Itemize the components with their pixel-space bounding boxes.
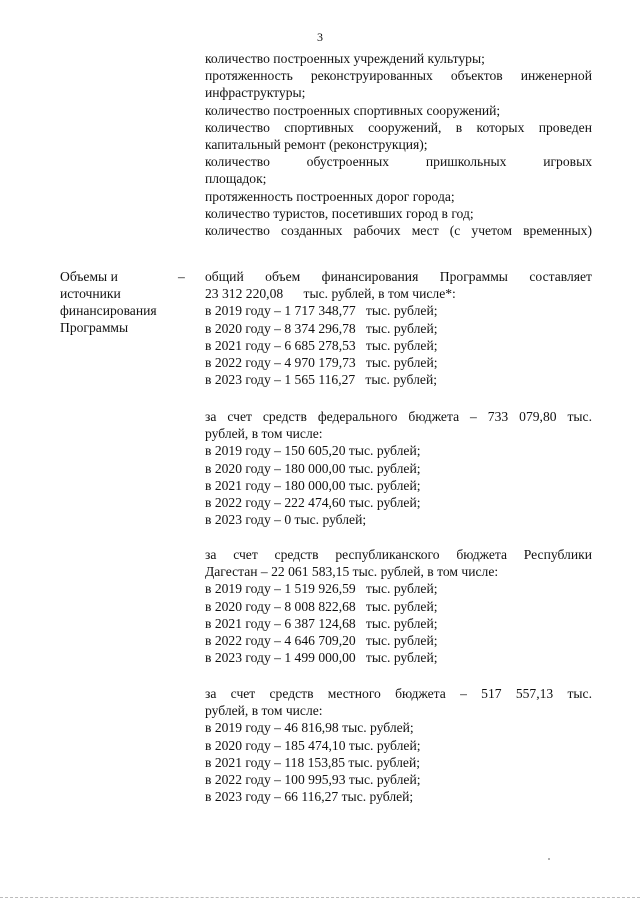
indicator-line: количество построенных спортивных сооружений; <box>205 102 501 118</box>
indicator-line: протяженность построенных дорог города; <box>205 188 455 204</box>
funding-line: в 2023 году – 1 565 116,27 тыс. рублей; <box>205 372 437 388</box>
funding-line: в 2021 году – 6 387 124,68 тыс. рублей; <box>205 615 438 631</box>
indicator-line: количество спортивных сооружений, в которых проведен <box>205 119 592 135</box>
funding-line: в 2019 году – 1 717 348,77 тыс. рублей; <box>205 303 438 319</box>
funding-line: в 2020 году – 8 374 296,78 тыс. рублей; <box>205 320 438 336</box>
funding-line: 23 312 220,08 тыс. рублей, в том числе*: <box>205 286 456 302</box>
section-label <box>60 268 157 336</box>
funding-line: за счет средств республиканского бюджета Республики <box>205 547 592 562</box>
funding-line: в 2021 году – 180 000,00 тыс. рублей; <box>205 477 421 493</box>
funding-line: в 2023 году – 66 116,27 тыс. рублей; <box>205 789 414 805</box>
scan-speck <box>548 858 550 860</box>
indicator-line: протяженность реконструированных объектов инженерной <box>205 68 592 84</box>
indicator-line: капитальный ремонт (реконструкция); <box>205 137 428 152</box>
funding-line: за счет средств местного бюджета – 517 557,13 тыс. <box>205 686 592 701</box>
funding-line: в 2020 году – 180 000,00 тыс. рублей; <box>205 460 421 476</box>
funding-line: рублей, в том числе: <box>205 426 323 442</box>
section-label-line: финансирования <box>60 303 157 318</box>
page-number: 3 <box>317 30 323 44</box>
funding-line: в 2023 году – 1 499 000,00 тыс. рублей; <box>205 650 438 666</box>
section-label-line: Программы <box>60 320 129 335</box>
label-dash: – <box>178 269 185 284</box>
funding-line: в 2022 году – 222 474,60 тыс. рублей; <box>205 495 421 510</box>
funding-line: Дагестан – 22 061 583,15 тыс. рублей, в том числе: <box>205 564 499 580</box>
funding-line: в 2019 году – 46 816,98 тыс. рублей; <box>205 720 414 736</box>
indicator-line: площадок; <box>205 171 267 187</box>
indicator-line: количество созданных рабочих мест (с учетом временных) <box>205 223 592 238</box>
indicator-line: количество обустроенных пришкольных игровых <box>205 154 592 170</box>
page-bottom-edge <box>0 897 640 898</box>
section-label-line: Объемы и <box>60 269 118 284</box>
funding-line: в 2021 году – 118 153,85 тыс. рублей; <box>205 754 421 770</box>
funding-line: за счет средств федерального бюджета – 733 079,80 тыс. <box>205 409 592 424</box>
section-label-line: источники <box>60 286 121 301</box>
indicator-line: количество построенных учреждений культуры; <box>205 51 485 66</box>
funding-line: в 2019 году – 1 519 926,59 тыс. рублей; <box>205 581 438 597</box>
funding-line: в 2023 году – 0 тыс. рублей; <box>205 512 367 528</box>
funding-line: в 2019 году – 150 605,20 тыс. рублей; <box>205 443 421 459</box>
funding-line: в 2022 году – 100 995,93 тыс. рублей; <box>205 772 421 787</box>
indicator-line: инфраструктуры; <box>205 85 306 101</box>
funding-line: в 2020 году – 8 008 822,68 тыс. рублей; <box>205 598 438 614</box>
funding-line: рублей, в том числе: <box>205 703 323 719</box>
indicator-line: количество туристов, посетивших город в год; <box>205 205 474 221</box>
funding-line: в 2020 году – 185 474,10 тыс. рублей; <box>205 737 421 753</box>
funding-line: в 2022 году – 4 970 179,73 тыс. рублей; <box>205 355 438 370</box>
funding-line: в 2022 году – 4 646 709,20 тыс. рублей; <box>205 633 438 648</box>
funding-line: в 2021 году – 6 685 278,53 тыс. рублей; <box>205 337 438 353</box>
funding-line: общий объем финансирования Программы составляет <box>205 269 592 284</box>
